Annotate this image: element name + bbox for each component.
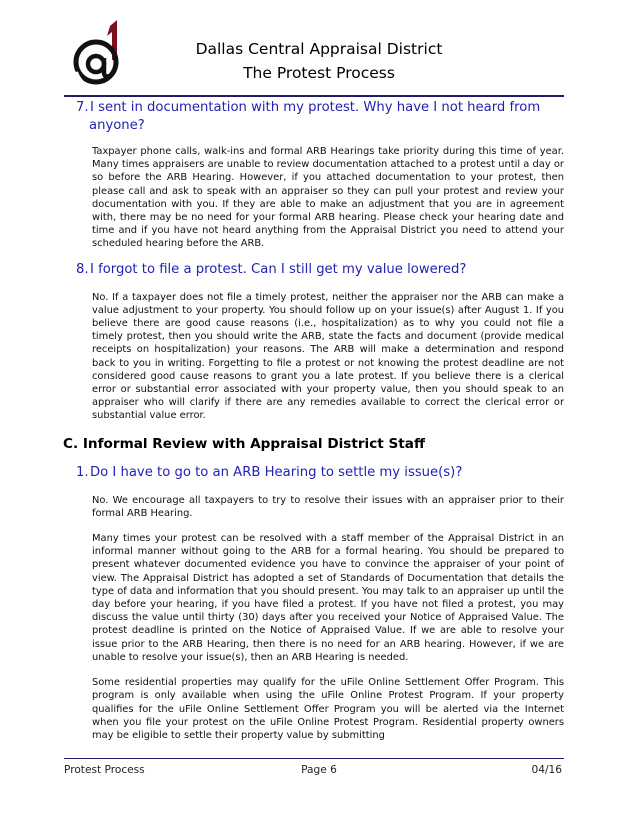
header-doc-title: The Protest Process — [243, 64, 395, 82]
question-8: 8.I forgot to file a protest. Can I still get my value lowered? — [76, 261, 467, 277]
footer-rule — [64, 758, 564, 759]
answer-7: Taxpayer phone calls, walk-ins and formal ARB Hearings take priority during this time of year. Many times appraisers are unable to review documentation attached to a protest until a day or so before the ARB Hearing. However, if you attached documentation to your protest, then please call and ask to speak with an appraiser so they can pull your protest and review your documentation with you. If they are able to make an adjustment that you are in agreement with, there may be no need for your formal ARB hearing. Please check your hearing date and time and if you have not heard anything from the Appraisal District you need to attend your scheduled hearing before the ARB. — [92, 146, 564, 250]
section-c-heading: C. Informal Review with Appraisal District Staff — [63, 435, 425, 452]
answer-c1-paragraph-1: No. We encourage all taxpayers to try to resolve their issues with an appraiser prior to their formal ARB Hearing. — [92, 494, 564, 519]
question-7: 7.I sent in documentation with my protest. Why have I not heard from anyone? — [76, 100, 541, 133]
footer-page-number: Page 6 — [301, 764, 337, 776]
answer-c1-paragraph-3: Some residential properties may qualify for the uFile Online Settlement Offer Program. This program is only available when using the uFile Online Protest Program. If your property qualifies for the uFile Online Settlement Offer Program you will be alerted via the Internet when you file your protest on the uFile Online Protest Program. Residential property owners may be eligible to settle their property value by submitting — [92, 677, 564, 741]
header-rule — [64, 95, 564, 97]
answer-8: No. If a taxpayer does not file a timely protest, neither the appraiser nor the ARB can make a value adjustment to your property. You should follow up on your issue(s) after August 1. If you believe there are good cause reasons (i.e., hospitalization) as to why you could not file a timely protest, then you should write the ARB, state the facts and document (provide medical receipts on hospitalization) your reasons. The ARB will make a determination and respond back to you in writing. Forgetting to file a protest or not knowing the protest deadline are not considered good cause reasons to grant you a late protest. If you believe there is a clerical error or substantial error associated with your property value, then you should speak to an appraiser who will clarify if there are any remedies available to correct the clerical error or substantial value error. — [92, 291, 564, 422]
answer-c1-paragraph-2: Many times your protest can be resolved with a staff member of the Appraisal District in an informal manner without going to the ARB for a formal hearing. You should be prepared to present whatever documented evidence you have to convince the appraiser of your point of view. The Appraisal District has adopted a set of Standards of Documentation that details the type of data and information that you should present. You may talk to an appraiser up until the day before your hearing, if you have filed a protest. If you have not filed a protest, you may discuss the value until thirty (30) days after you received your Notice of Appraised Value. The protest deadline is printed on the Notice of Appraised Value. If we are able to resolve your issue prior to the ARB Hearing, then there is no need for an ARB hearing. However, if we are unable to resolve your issue(s), then an ARB Hearing is needed. — [92, 533, 564, 663]
header-org-name: Dallas Central Appraisal District — [195, 40, 443, 58]
footer-doc-name: Protest Process — [64, 764, 145, 776]
page-content — [63, 99, 564, 742]
question-c1: 1.Do I have to go to an ARB Hearing to settle my issue(s)? — [76, 464, 463, 480]
footer-date: 04/16 — [531, 764, 562, 776]
